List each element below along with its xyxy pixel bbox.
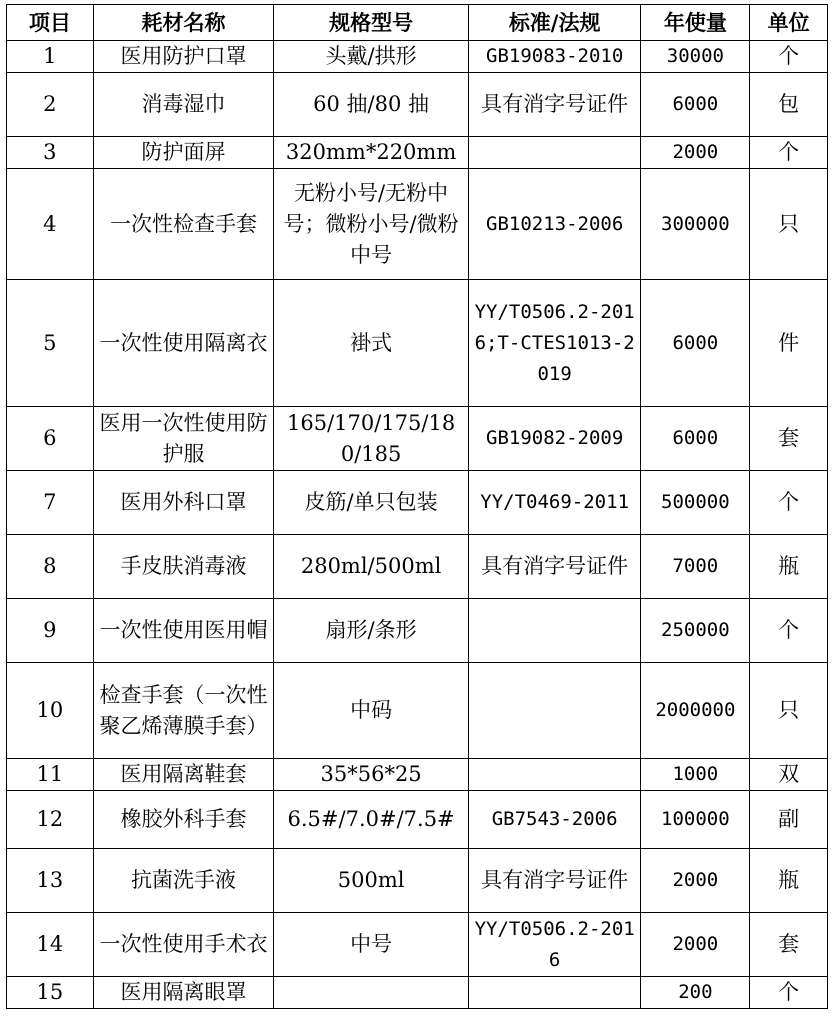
cell-name: 一次性使用医用帽 xyxy=(93,599,274,663)
cell-name: 抗菌洗手液 xyxy=(93,849,274,913)
cell-annual-usage: 200 xyxy=(641,977,750,1009)
cell-annual-usage: 1000 xyxy=(641,759,750,791)
cell-unit: 个 xyxy=(750,41,828,73)
cell-standard: YY/T0506.2-2016;T-CTES1013-2019 xyxy=(468,280,640,407)
cell-annual-usage: 6000 xyxy=(641,280,750,407)
cell-standard: GB10213-2006 xyxy=(468,169,640,280)
table-row xyxy=(7,977,828,1009)
cell-spec xyxy=(274,977,469,1009)
cell-unit: 个 xyxy=(750,977,828,1009)
table-row xyxy=(7,471,828,535)
cell-standard: GB19083-2010 xyxy=(468,41,640,73)
cell-spec: 无粉小号/无粉中号；微粉小号/微粉中号 xyxy=(274,169,469,280)
cell-unit: 个 xyxy=(750,471,828,535)
cell-standard xyxy=(468,759,640,791)
cell-name: 医用隔离眼罩 xyxy=(93,977,274,1009)
header-spec: 规格型号 xyxy=(274,5,469,41)
cell-spec: 320mm*220mm xyxy=(274,137,469,169)
cell-standard: 具有消字号证件 xyxy=(468,73,640,137)
cell-spec: 褂式 xyxy=(274,280,469,407)
header-row xyxy=(7,5,828,41)
cell-name: 检查手套（一次性聚乙烯薄膜手套） xyxy=(93,663,274,759)
cell-standard xyxy=(468,663,640,759)
cell-spec: 165/170/175/180/185 xyxy=(274,407,469,471)
cell-name: 手皮肤消毒液 xyxy=(93,535,274,599)
cell-item-no: 1 xyxy=(7,41,94,73)
cell-annual-usage: 30000 xyxy=(641,41,750,73)
cell-annual-usage: 7000 xyxy=(641,535,750,599)
cell-annual-usage: 300000 xyxy=(641,169,750,280)
cell-spec: 中号 xyxy=(274,913,469,977)
cell-unit: 个 xyxy=(750,137,828,169)
cell-spec: 头戴/拱形 xyxy=(274,41,469,73)
table-row xyxy=(7,73,828,137)
cell-item-no: 9 xyxy=(7,599,94,663)
cell-annual-usage: 250000 xyxy=(641,599,750,663)
cell-item-no: 13 xyxy=(7,849,94,913)
header-item-no: 项目 xyxy=(7,5,94,41)
table-row xyxy=(7,913,828,977)
cell-annual-usage: 6000 xyxy=(641,73,750,137)
cell-name: 一次性使用隔离衣 xyxy=(93,280,274,407)
cell-spec: 60 抽/80 抽 xyxy=(274,73,469,137)
cell-item-no: 6 xyxy=(7,407,94,471)
cell-spec: 扇形/条形 xyxy=(274,599,469,663)
cell-unit: 副 xyxy=(750,791,828,849)
cell-unit: 件 xyxy=(750,280,828,407)
table-row xyxy=(7,280,828,407)
cell-annual-usage: 6000 xyxy=(641,407,750,471)
header-name: 耗材名称 xyxy=(93,5,274,41)
cell-item-no: 11 xyxy=(7,759,94,791)
cell-standard xyxy=(468,137,640,169)
cell-item-no: 8 xyxy=(7,535,94,599)
cell-spec: 500ml xyxy=(274,849,469,913)
table-row xyxy=(7,41,828,73)
table-row xyxy=(7,169,828,280)
cell-standard: YY/T0469-2011 xyxy=(468,471,640,535)
table-row xyxy=(7,759,828,791)
cell-item-no: 4 xyxy=(7,169,94,280)
cell-item-no: 12 xyxy=(7,791,94,849)
cell-name: 橡胶外科手套 xyxy=(93,791,274,849)
cell-spec: 6.5#/7.0#/7.5# xyxy=(274,791,469,849)
cell-standard xyxy=(468,977,640,1009)
cell-name: 医用隔离鞋套 xyxy=(93,759,274,791)
cell-unit: 瓶 xyxy=(750,849,828,913)
cell-item-no: 10 xyxy=(7,663,94,759)
cell-unit: 只 xyxy=(750,663,828,759)
cell-name: 医用外科口罩 xyxy=(93,471,274,535)
header-unit: 单位 xyxy=(750,5,828,41)
cell-annual-usage: 2000 xyxy=(641,137,750,169)
cell-unit: 只 xyxy=(750,169,828,280)
cell-annual-usage: 2000 xyxy=(641,849,750,913)
cell-standard: GB19082-2009 xyxy=(468,407,640,471)
consumables-table xyxy=(6,4,828,1009)
cell-standard: GB7543-2006 xyxy=(468,791,640,849)
cell-item-no: 14 xyxy=(7,913,94,977)
cell-spec: 中码 xyxy=(274,663,469,759)
cell-spec: 35*56*25 xyxy=(274,759,469,791)
cell-item-no: 5 xyxy=(7,280,94,407)
cell-spec: 皮筋/单只包装 xyxy=(274,471,469,535)
table-row xyxy=(7,137,828,169)
cell-annual-usage: 100000 xyxy=(641,791,750,849)
cell-item-no: 15 xyxy=(7,977,94,1009)
cell-annual-usage: 500000 xyxy=(641,471,750,535)
cell-unit: 套 xyxy=(750,407,828,471)
cell-annual-usage: 2000000 xyxy=(641,663,750,759)
header-annual-usage: 年使量 xyxy=(641,5,750,41)
table-row xyxy=(7,791,828,849)
cell-unit: 包 xyxy=(750,73,828,137)
cell-standard: 具有消字号证件 xyxy=(468,849,640,913)
cell-name: 一次性检查手套 xyxy=(93,169,274,280)
table-row xyxy=(7,407,828,471)
cell-name: 医用一次性使用防护服 xyxy=(93,407,274,471)
cell-item-no: 2 xyxy=(7,73,94,137)
table-row xyxy=(7,599,828,663)
cell-annual-usage: 2000 xyxy=(641,913,750,977)
cell-item-no: 7 xyxy=(7,471,94,535)
cell-spec: 280ml/500ml xyxy=(274,535,469,599)
cell-unit: 套 xyxy=(750,913,828,977)
cell-item-no: 3 xyxy=(7,137,94,169)
cell-unit: 双 xyxy=(750,759,828,791)
cell-standard xyxy=(468,599,640,663)
cell-name: 一次性使用手术衣 xyxy=(93,913,274,977)
cell-name: 防护面屏 xyxy=(93,137,274,169)
table-row xyxy=(7,535,828,599)
cell-standard: 具有消字号证件 xyxy=(468,535,640,599)
table-row xyxy=(7,849,828,913)
cell-standard: YY/T0506.2-2016 xyxy=(468,913,640,977)
header-standard: 标准/法规 xyxy=(468,5,640,41)
cell-name: 医用防护口罩 xyxy=(93,41,274,73)
cell-unit: 个 xyxy=(750,599,828,663)
table-row xyxy=(7,663,828,759)
cell-unit: 瓶 xyxy=(750,535,828,599)
cell-name: 消毒湿巾 xyxy=(93,73,274,137)
